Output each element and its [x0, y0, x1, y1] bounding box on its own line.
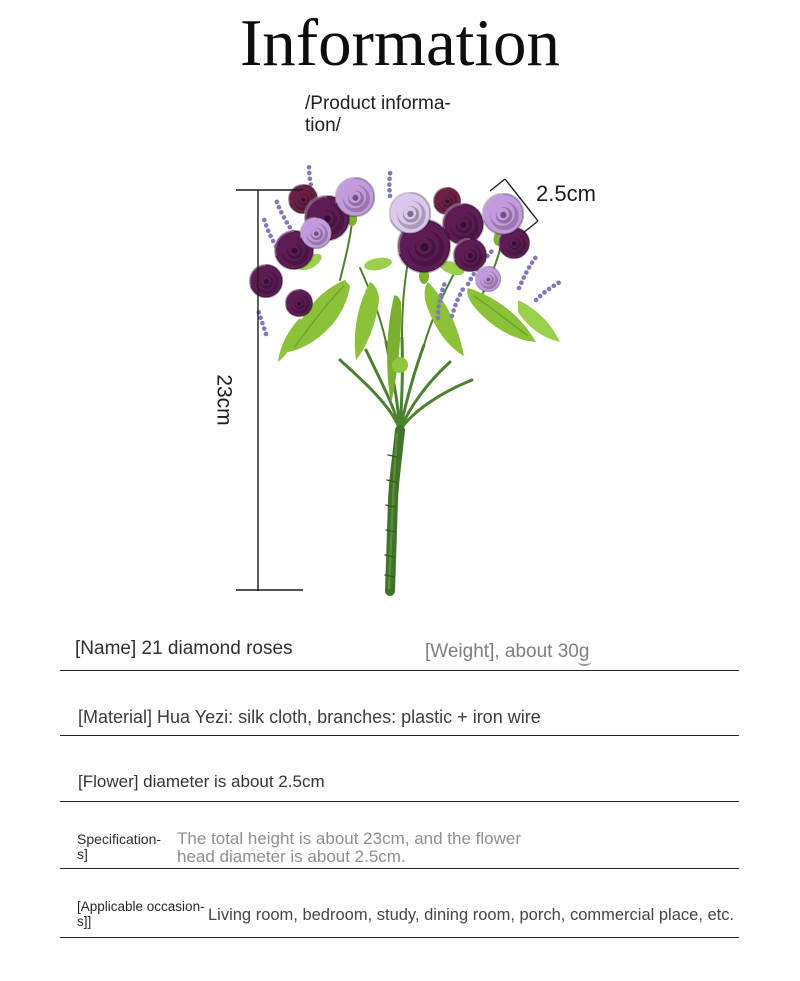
calyx-bud — [392, 357, 408, 373]
spec-occasion-label-line1: [Applicable occasion- — [77, 899, 205, 914]
spec-occasion-label — [77, 899, 205, 929]
subtitle — [305, 93, 451, 136]
divider — [60, 868, 739, 869]
divider — [60, 937, 739, 938]
stray-mark — [578, 658, 591, 666]
divider — [60, 735, 739, 736]
page-title: Information — [239, 6, 561, 80]
spec-specification-value-line2: head diameter is about 2.5cm. — [177, 846, 406, 866]
spec-occasion-label-line2: s]] — [77, 914, 92, 929]
subtitle-line-2: tion/ — [305, 114, 341, 136]
product-figure — [180, 140, 640, 620]
spec-specification-value-line1: The total height is about 23cm, and the flower — [177, 829, 521, 848]
spec-specification-value — [177, 830, 597, 865]
spec-specification-label — [77, 832, 161, 862]
spec-material: [Material] Hua Yezi: silk cloth, branches: plastic + iron wire — [78, 707, 541, 727]
spec-occasion-value: Living room, bedroom, study, dining room, porch, commercial place, etc. — [208, 906, 735, 924]
height-dimension-label: 23cm — [212, 374, 236, 426]
spec-name: [Name] 21 diamond roses — [75, 638, 293, 659]
spec-flower: [Flower] diameter is about 2.5cm — [78, 772, 325, 791]
bouquet-illustration — [250, 165, 560, 591]
spec-weight: [Weight], about 30g — [425, 641, 590, 662]
divider — [60, 801, 739, 802]
spec-specification-label-line2: s] — [77, 846, 88, 862]
subtitle-line-1: /Product informa- — [305, 93, 451, 114]
divider — [60, 670, 739, 671]
spec-specification-label-line1: Specification- — [77, 831, 162, 847]
diameter-dimension-label: 2.5cm — [536, 181, 596, 206]
